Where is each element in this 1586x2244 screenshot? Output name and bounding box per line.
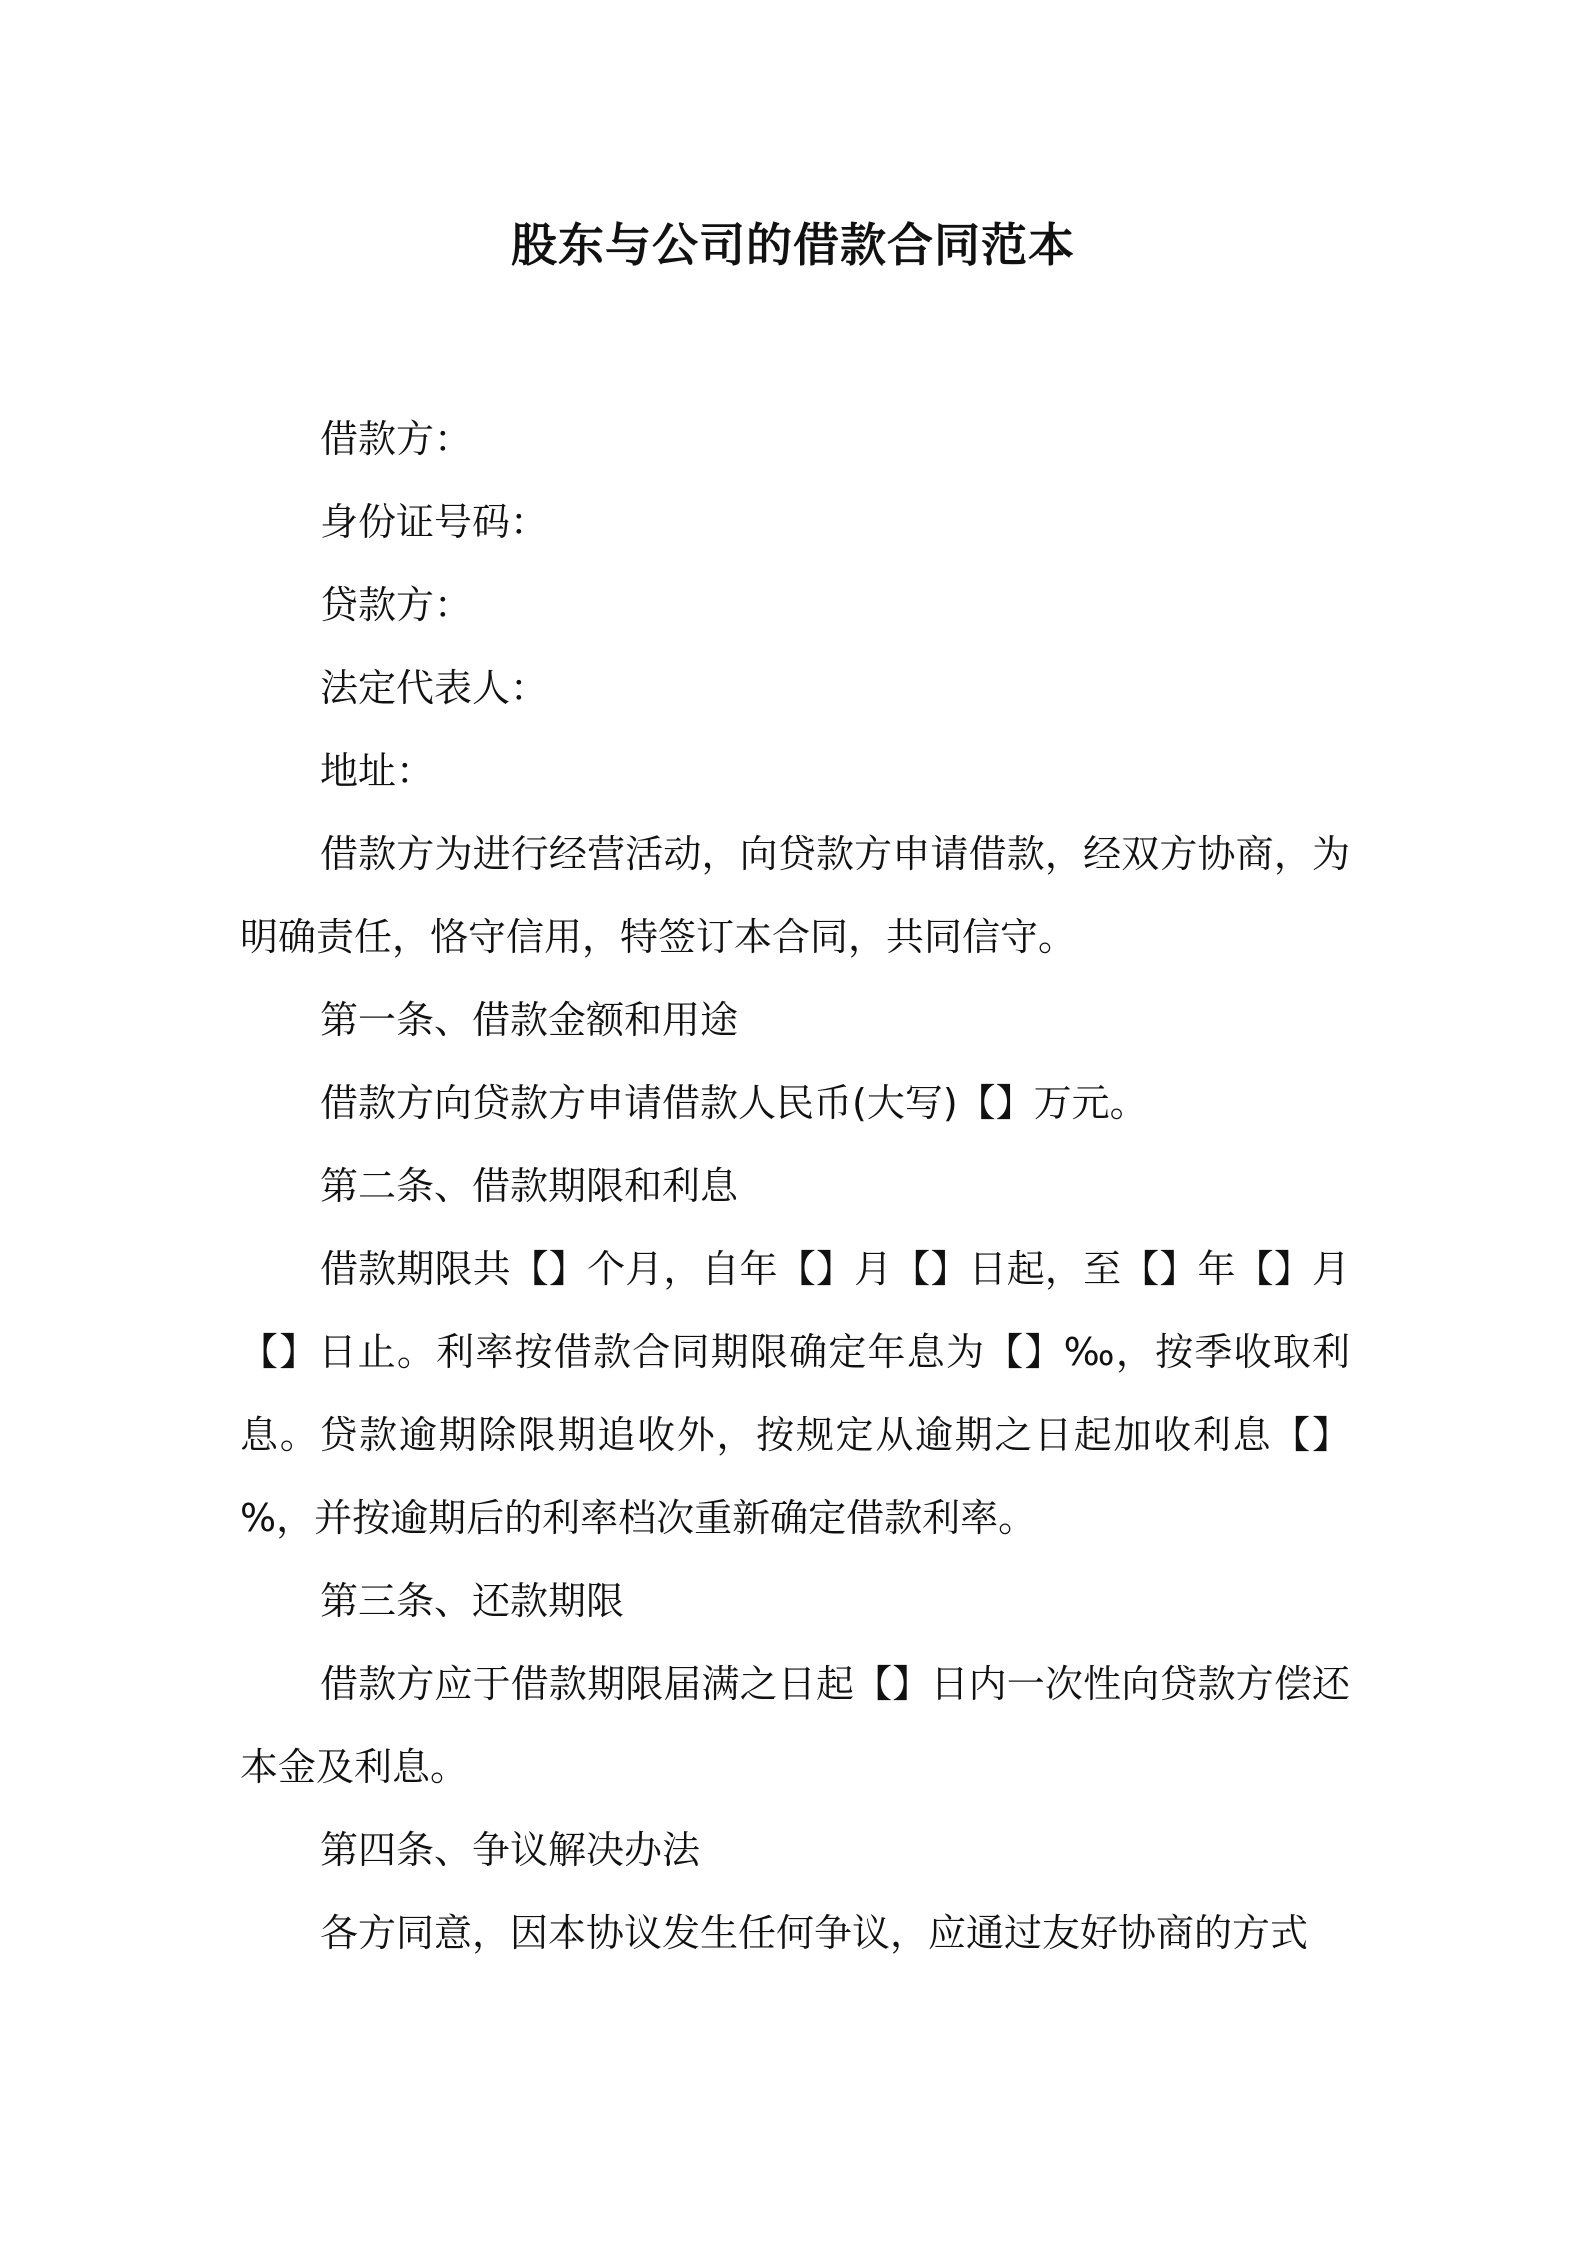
id-number-field: 身份证号码： <box>320 500 549 544</box>
legal-representative-field: 法定代表人： <box>320 666 549 710</box>
article-1-text: 借款方向贷款方申请借款人民币(大写)【】万元。 <box>320 1081 1148 1125</box>
document-body <box>240 398 1350 1975</box>
article-3-text: 借款方应于借款期限届满之日起【】日内一次性向贷款方偿还本金及利息。 <box>240 1662 1350 1789</box>
article-1-heading: 第一条、借款金额和用途 <box>320 998 739 1042</box>
address-field: 地址： <box>320 749 435 793</box>
article-2-text: 借款期限共【】个月，自年【】月【】日起，至【】年【】月【】日止。利率按借款合同期限确定年息为【】‰，按季收取利息。贷款逾期除限期追收外，按规定从逾期之日起加收利息【】%，并按逾期后的利率档次重新确定借款利率。 <box>240 1247 1350 1540</box>
article-3-heading: 第三条、还款期限 <box>320 1579 625 1623</box>
document-title: 股东与公司的借款合同范本 <box>511 218 1075 272</box>
article-4-text: 各方同意，因本协议发生任何争议，应通过友好协商的方式 <box>320 1911 1309 1955</box>
article-4-heading: 第四条、争议解决办法 <box>320 1828 701 1872</box>
borrower-field: 借款方： <box>320 417 473 461</box>
lender-field: 贷款方： <box>320 583 473 627</box>
preamble-paragraph: 借款方为进行经营活动，向贷款方申请借款，经双方协商，为明确责任，恪守信用，特签订本合同，共同信守。 <box>240 832 1350 959</box>
article-2-heading: 第二条、借款期限和利息 <box>320 1164 739 1208</box>
